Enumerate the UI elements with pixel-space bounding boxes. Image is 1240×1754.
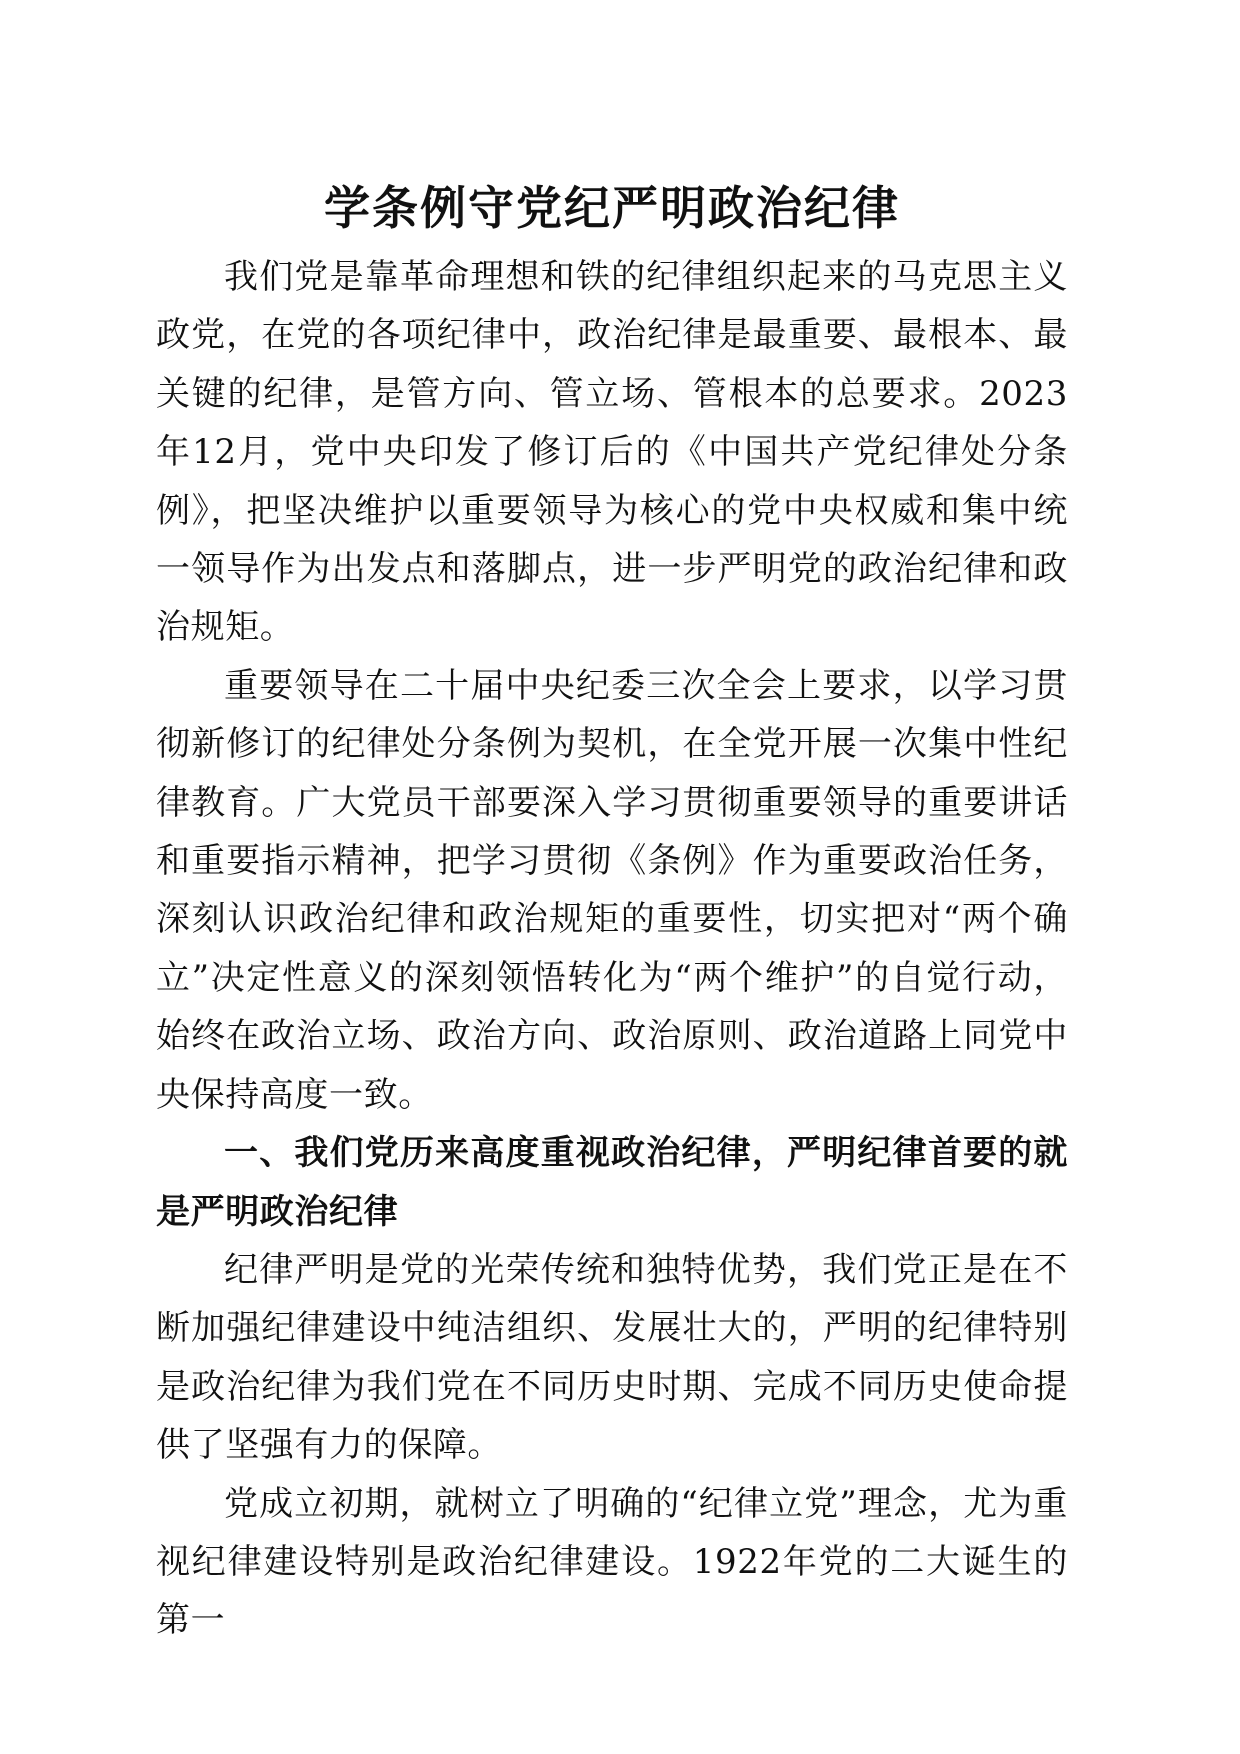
paragraph-early-party: 党成立初期，就树立了明确的“纪律立党”理念，尤为重视纪律建设特别是政治纪律建设。1922年党的二大诞生的第一 (156, 1483, 1068, 1641)
document-title: 学条例守党纪严明政治纪律 (324, 181, 900, 235)
paragraph-requirement: 重要领导在二十届中央纪委三次全会上要求，以学习贯彻新修订的纪律处分条例为契机，在全党开展一次集中性纪律教育。广大党员干部要深入学习贯彻重要领导的重要讲话和重要指示精神，把学习贯彻《条例》作为重要政治任务，深刻认识政治纪律和政治规矩的重要性，切实把对“两个确立”决定性意义的深刻领悟转化为“两个维护”的自觉行动，始终在政治立场、政治方向、政治原则、政治道路上同党中央保持高度一致。 (156, 665, 1068, 1115)
document-body (156, 172, 1068, 1650)
paragraph-intro: 我们党是靠革命理想和铁的纪律组织起来的马克思主义政党，在党的各项纪律中，政治纪律是最重要、最根本、最关键的纪律，是管方向、管立场、管根本的总要求。2023年12月，党中央印发了修订后的《中国共产党纪律处分条例》，把坚决维护以重要领导为核心的党中央权威和集中统一领导作为出发点和落脚点，进一步严明党的政治纪律和政治规矩。 (156, 257, 1068, 648)
paragraph-discipline-tradition: 纪律严明是党的光荣传统和独特优势，我们党正是在不断加强纪律建设中纯洁组织、发展壮大的，严明的纪律特别是政治纪律为我们党在不同历史时期、完成不同历史使命提供了坚强有力的保障。 (156, 1249, 1068, 1466)
section-heading-1: 一、我们党历来高度重视政治纪律，严明纪律首要的就是严明政治纪律 (156, 1133, 1068, 1232)
